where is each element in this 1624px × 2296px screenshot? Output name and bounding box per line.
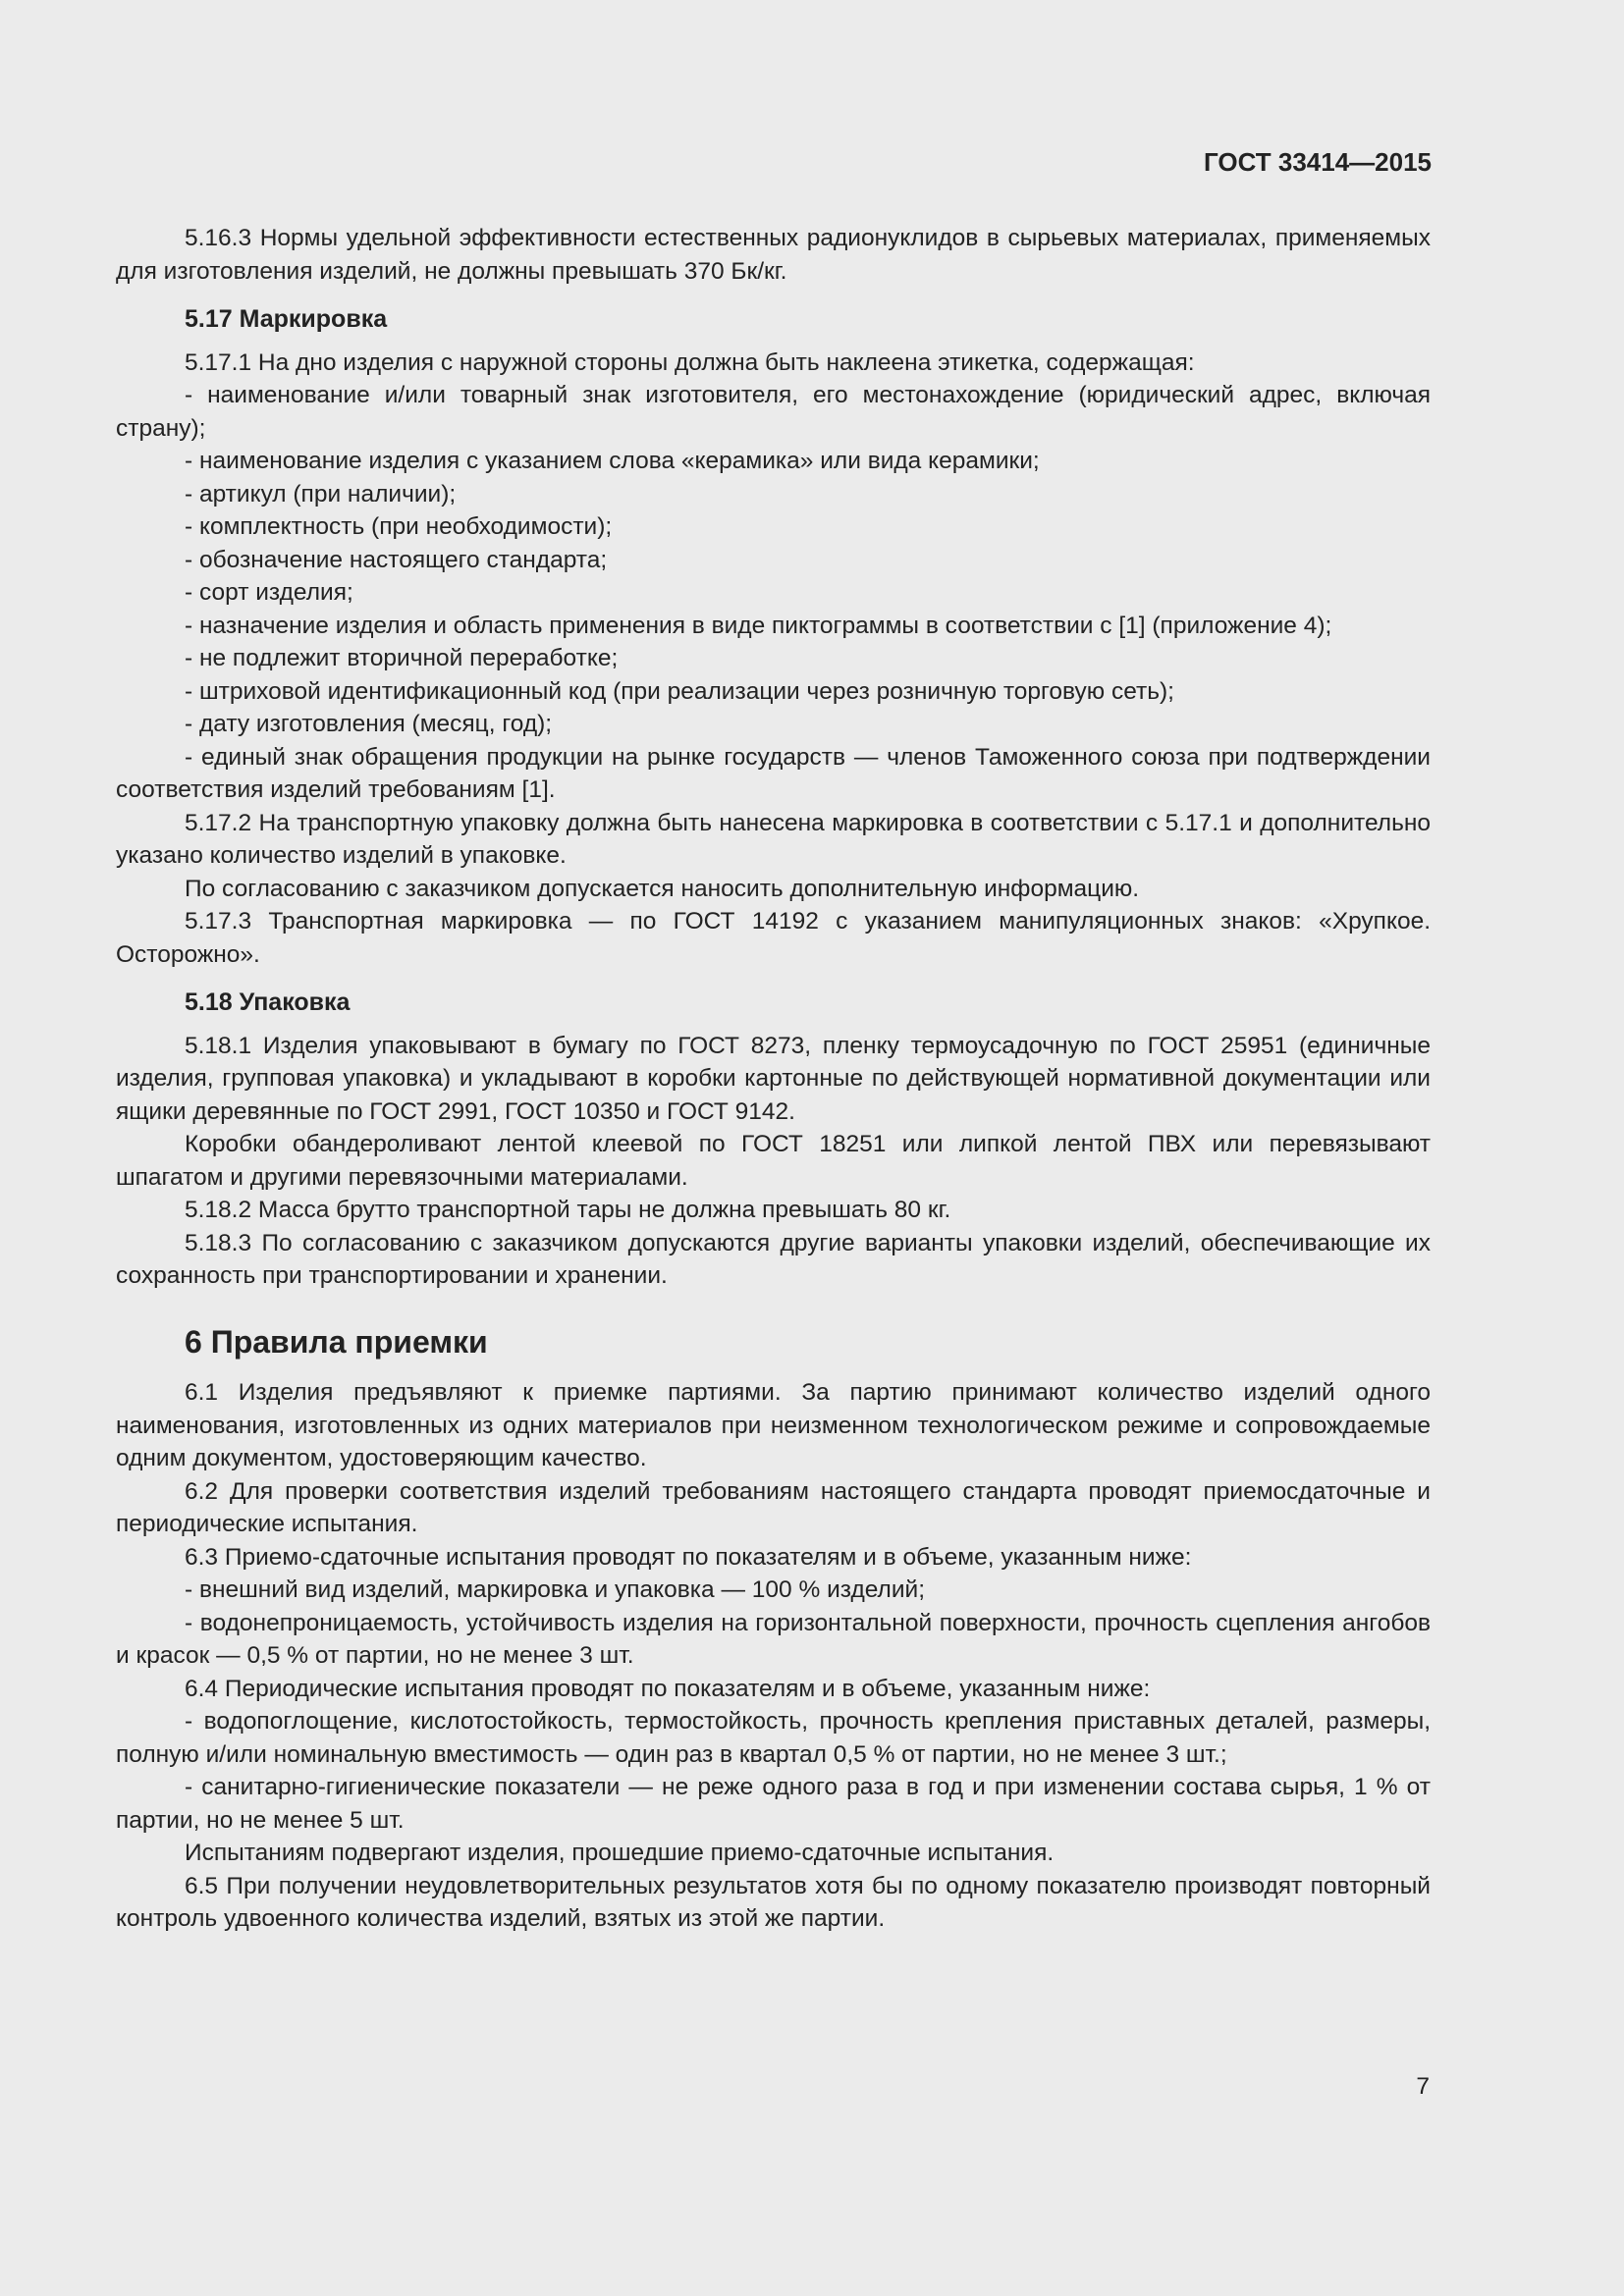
- document-code-header: ГОСТ 33414—2015: [1204, 147, 1432, 177]
- paragraph-tests: Испытаниям подвергают изделия, прошедшие приемо-сдаточные испытания.: [185, 1840, 1055, 1866]
- paragraph-5-18-3: 5.18.3 По согласованию с заказчиком допускаются другие варианты упаковки изделий, обеспечивающие их сохранность при транспортировании и хранении.: [116, 1229, 1431, 1289]
- list-item: - водопоглощение, кислотостойкость, термостойкость, прочность крепления приставных деталей, размеры, полную и/или номинальную вместимость — один раз в квартал 0,5 % от партии, но не менее 3 шт.;: [116, 1708, 1431, 1768]
- paragraph-5-17-1: 5.17.1 На дно изделия с наружной стороны должна быть наклеена этикетка, содержащая:: [185, 348, 1195, 376]
- page-number: 7: [1416, 2073, 1430, 2100]
- paragraph-6-5: 6.5 При получении неудовлетворительных результатов хотя бы по одному показателю производят повторный контроль удвоенного количества изделий, взятых из этой же партии.: [116, 1872, 1431, 1932]
- subsection-heading-5-18: 5.18 Упаковка: [185, 988, 351, 1016]
- paragraph-5-17-2: 5.17.2 На транспортную упаковку должна быть нанесена маркировка в соответствии с 5.17.1 и дополнительно указано количество изделий в упаковке.: [116, 809, 1431, 869]
- list-item: - комплектность (при необходимости);: [185, 513, 613, 540]
- paragraph-5-18-1: 5.18.1 Изделия упаковывают в бумагу по ГОСТ 8273, пленку термоусадочную по ГОСТ 25951 (единичные изделия, групповая упаковка) и укладывают в коробки картонные по действующей нормативной документации или ящики деревянные по ГОСТ 2991, ГОСТ 10350 и ГОСТ 9142.: [116, 1032, 1431, 1125]
- page-content: [116, 222, 1431, 1936]
- list-item: - назначение изделия и область применения в виде пиктограммы в соответствии с [1] (приложение 4);: [185, 612, 1332, 639]
- paragraph-5-16-3: 5.16.3 Нормы удельной эффективности естественных радионуклидов в сырьевых материалах, применяемых для изготовления изделий, не должны превышать 370 Бк/кг.: [116, 225, 1431, 285]
- list-item: - штриховой идентификационный код (при реализации через розничную торговую сеть);: [185, 677, 1174, 705]
- list-item: - наименование и/или товарный знак изготовителя, его местонахождение (юридический адрес, включая страну);: [116, 382, 1431, 442]
- paragraph-6-3: 6.3 Приемо-сдаточные испытания проводят по показателям и в объеме, указанным ниже:: [185, 1543, 1192, 1571]
- paragraph-6-4: 6.4 Периодические испытания проводят по показателям и в объеме, указанным ниже:: [185, 1675, 1151, 1702]
- list-item: - артикул (при наличии);: [185, 480, 457, 507]
- list-item: - санитарно-гигиенические показатели — не реже одного раза в год и при изменении состава сырья, 1 % от партии, но не менее 5 шт.: [116, 1774, 1431, 1834]
- paragraph-6-1: 6.1 Изделия предъявляют к приемке партиями. За партию принимают количество изделий одного наименования, изготовленных из одних материалов при неизменном технологическом режиме и сопровождаемые одним документом, удостоверяющим качество.: [116, 1379, 1431, 1471]
- section-heading-6: 6 Правила приемки: [185, 1323, 488, 1360]
- list-item: - наименование изделия с указанием слова «керамика» или вида керамики;: [185, 448, 1040, 474]
- list-item: - внешний вид изделий, маркировка и упаковка — 100 % изделий;: [185, 1576, 926, 1603]
- list-item: - водонепроницаемость, устойчивость изделия на горизонтальной поверхности, прочность сцепления ангобов и красок — 0,5 % от партии, но не менее 3 шт.: [116, 1609, 1431, 1669]
- paragraph-agreement: По согласованию с заказчиком допускается наносить дополнительную информацию.: [185, 875, 1140, 902]
- paragraph-6-2: 6.2 Для проверки соответствия изделий требованиям настоящего стандарта проводят приемосдаточные и периодические испытания.: [116, 1477, 1431, 1537]
- list-item: - дату изготовления (месяц, год);: [185, 711, 553, 737]
- paragraph-5-17-3: 5.17.3 Транспортная маркировка — по ГОСТ 14192 с указанием манипуляционных знаков: «Хрупкое. Осторожно».: [116, 908, 1431, 968]
- paragraph-boxes: Коробки обандероливают лентой клеевой по ГОСТ 18251 или липкой лентой ПВХ или перевязывают шпагатом и другими перевязочными материалами.: [116, 1131, 1431, 1191]
- paragraph-5-18-2: 5.18.2 Масса брутто транспортной тары не должна превышать 80 кг.: [185, 1197, 951, 1223]
- list-item: - не подлежит вторичной переработке;: [185, 645, 619, 671]
- list-item: - сорт изделия;: [185, 579, 353, 606]
- subsection-heading-5-17: 5.17 Маркировка: [185, 305, 388, 333]
- list-item: - единый знак обращения продукции на рынке государств — членов Таможенного союза при подтверждении соответствия изделий требованиям [1].: [116, 743, 1431, 803]
- list-item: - обозначение настоящего стандарта;: [185, 546, 608, 573]
